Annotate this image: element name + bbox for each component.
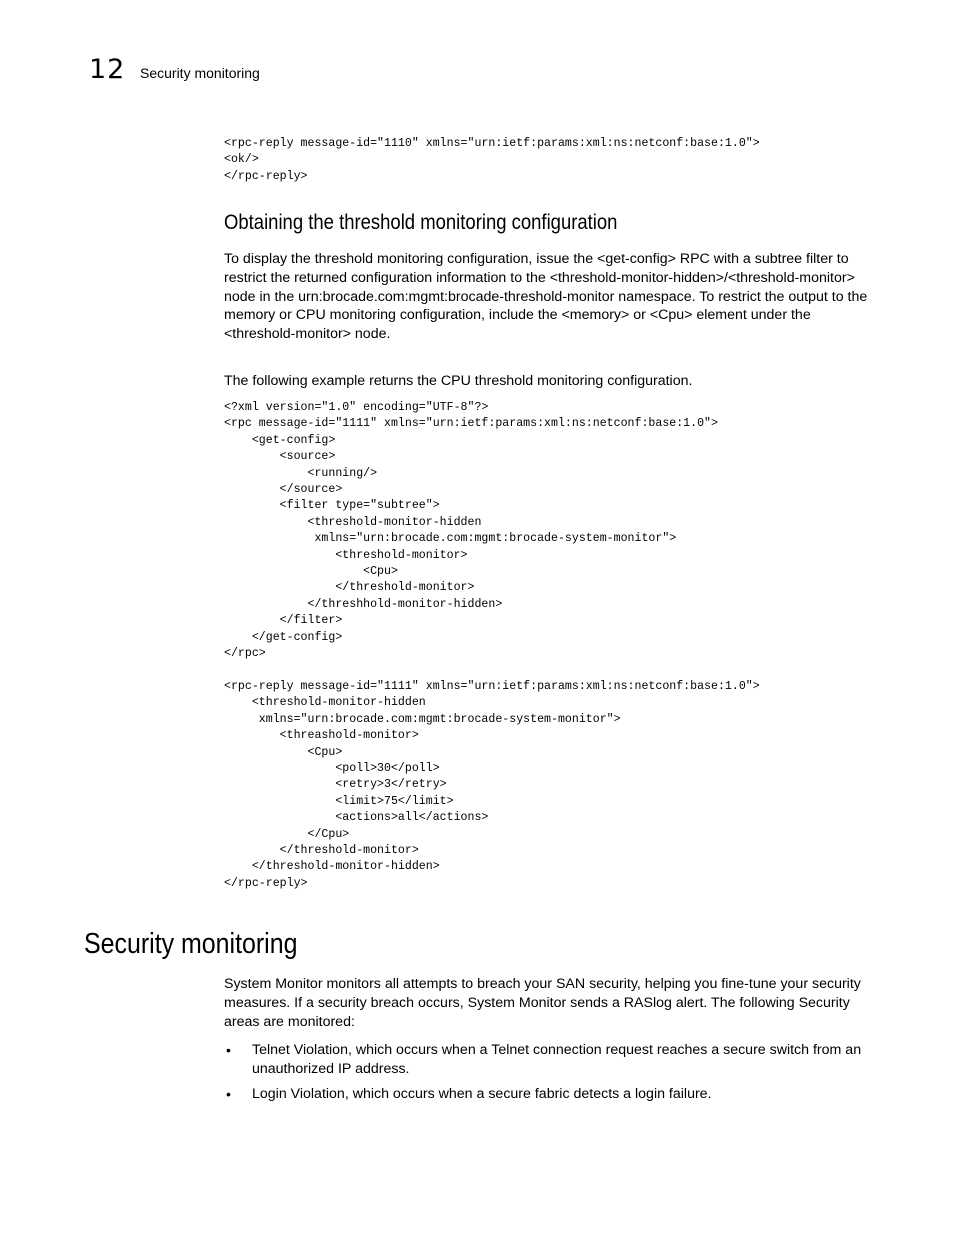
- subsection-paragraph-intro: To display the threshold monitoring configuration, issue the <get-config> RPC with a subtree filter to restrict the returned configuration information to the <threshold-monitor-hidden>/<threshold-monitor> node in the urn:brocade.com:mgmt:brocade-threshold-monitor namespace. To restrict the output to the memory or CPU monitoring configuration, include the <memory> or <Cpu> element under the <threshold-monitor> node.: [224, 251, 868, 343]
- running-header-title: Security monitoring: [140, 65, 260, 81]
- code-block-rpc-reply-ok: <rpc-reply message-id="1110" xmlns="urn:ietf:params:xml:ns:netconf:base:1.0"> <ok/> </rpc-reply>: [224, 137, 760, 183]
- bullet-icon: •: [226, 1085, 231, 1102]
- code-block-get-config-request: <?xml version="1.0" encoding="UTF-8"?> <rpc message-id="1111" xmlns="urn:ietf:params:xml:ns:netconf:base:1.0"> <get-config> <source> <running/> </source> <filter type="subtree"> <threshold-monitor-hidden xmlns="urn:brocade.com:mgmt:brocade-system-monitor"> <threshold-monitor> <Cpu> </threshold-monitor> </threshhold-monitor-hidden> </filter> </get-config> </rpc>: [224, 401, 718, 661]
- subsection-heading: Obtaining the threshold monitoring configuration: [224, 211, 618, 234]
- list-item: [224, 1085, 874, 1104]
- section-paragraph: System Monitor monitors all attempts to breach your SAN security, helping you fine-tune your security measures. If a security breach occurs, System Monitor sends a RASlog alert. The following Security areas are monitored:: [224, 976, 861, 1030]
- bullet-icon: •: [226, 1042, 231, 1058]
- list-item-text: Login Violation, which occurs when a secure fabric detects a login failure.: [252, 1085, 712, 1102]
- code-block-get-config-reply: <rpc-reply message-id="1111" xmlns="urn:ietf:params:xml:ns:netconf:base:1.0"> <threshold-monitor-hidden xmlns="urn:brocade.com:mgmt:brocade-system-monitor"> <threashold-monitor> <Cpu> <poll>30</poll> <retry>3</retry> <limit>75</limit> <actions>all</actions> </Cpu> </threshold-monitor> </threshold-monitor-hidden> </rpc-reply>: [224, 680, 760, 890]
- section-heading: Security monitoring: [84, 928, 298, 960]
- chapter-number: 12: [89, 54, 126, 85]
- list-item-text: Telnet Violation, which occurs when a Telnet connection request reaches a secure switch from an unauthorized IP address.: [252, 1042, 862, 1077]
- subsection-paragraph-example: The following example returns the CPU threshold monitoring configuration.: [224, 373, 693, 389]
- bullet-list: [224, 1041, 874, 1109]
- list-item: [224, 1041, 874, 1079]
